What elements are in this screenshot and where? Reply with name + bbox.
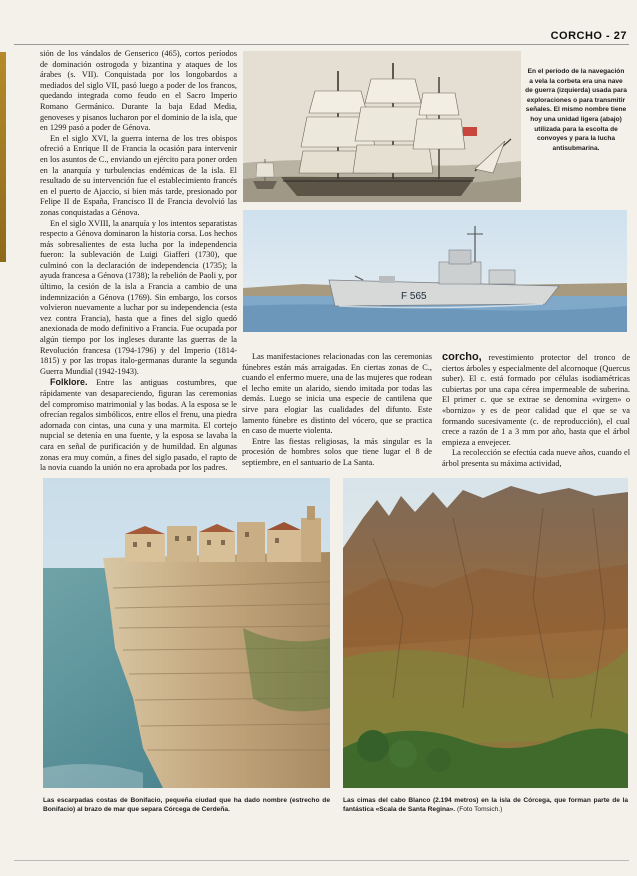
text-column-3 (442, 352, 630, 470)
paragraph: La recolección se efectúa cada nueve años, cuando el árbol presenta su máxima actividad, (442, 448, 630, 468)
caption-text: En el período de la navegación a vela la corbeta era una nave de guerra (izquierda) usada para exploraciones o para transmitir señales. El mismo nombre tiene hoy una unidad ligera (abajo) utilizada para la escolta de convoyes y para la lucha antisubmarina. (525, 68, 627, 152)
bonifacio-cliffs-photo (43, 478, 330, 788)
paragraph (442, 352, 630, 448)
paragraph-text: revestimiento protector del tronco de ciertos árboles y especialmente del alcornoque (Quercus suber). El c. está formado por células isodiamétricas cubiertas por una capa cérea impermeable de suberina. El primer c. que se extrae se denomina «virgen» o «bornizo» y es de peor calidad que el que se va formando sucesivamente (c. de reproducción), el cual crece a razón de 1 a 3 mm por año, hasta que el árbol empieza a envejecer. (442, 353, 630, 447)
paragraph: Entre las fiestas religiosas, la más singular es la procesión de hombres solos que tiene lugar el 8 de septiembre, en el santuario de La Santa. (242, 436, 432, 467)
paragraph: En el siglo XVI, la guerra interna de los tres obispos ofreció a Enrique II de Francia la ocasión para intervenir en los asuntos de C., enviando un ejército para poner orden en la anarquía y turbulencias endémicas de la isla. El resultado de su intervención fue el establecimiento francés en el puerto de Ajaccio, si bien más tarde, presionado por Felipe II de España, Francisco II de Francia devolvió las zonas conquistadas a Génova. (40, 133, 237, 217)
page-header (551, 30, 627, 42)
paragraph (40, 377, 237, 473)
footer-rule (14, 860, 629, 861)
paragraph: Las manifestaciones relacionadas con las ceremonias fúnebres están más arraigadas. En ciertas zonas de C., cuando el enfermo muere, una de las mujeres que rodean el lecho emite un alarido, siendo imitada por todas las demás. Luego se inicia una especie de cantilena que sirve para elogiar las cualidades del difunto. Este lamento fúnebre es distinto del vócero, que se practica en caso de muerte violenta. (242, 352, 432, 436)
hull-number: F 565 (401, 291, 427, 302)
header-separator: - (602, 30, 614, 42)
paragraph: sión de los vándalos de Genserico (465), cortos períodos de dominación ostrogoda y bizantina y ataques de los árabes (s. VII). Conquistada por los longobardos a mediados del siglo VII, pasó luego a poder de los francos, quedando integrada como feudo en el Sacro Imperio Romano Germánico. Durante la baja Edad Media, genoveses y pisanos lucharon por el dominio de la isla, que en 1299 pasó a poder de Génova. (40, 49, 238, 133)
page-number: 27 (613, 30, 627, 42)
entry-heading: corcho, (442, 351, 482, 363)
text-column-2 (242, 352, 432, 469)
header-rule (14, 44, 629, 45)
mountain-caption (343, 796, 628, 814)
cabo-blanco-mountains-photo (343, 478, 628, 788)
photo-credit: (Foto Tomsich.) (457, 806, 503, 813)
text-column-1 (40, 49, 237, 474)
sailing-corvette-illustration (243, 51, 521, 202)
modern-corvette-photo (243, 210, 627, 332)
paragraph-text: Entre las antiguas costumbres, que rápidamente van desapareciendo, figuran las ceremonias del compromiso matrimonial y las bodas. A la esposa se le ofrecían regalos simbólicos, entre ellos el frenu, una piedra adornada con cintas, una cuna y una marmita. El cortejo nupcial se detenía en una fuente, y la esposa se lavaba la cara en señal de purificación y de humildad. En algunas zonas era muy común, a fines del siglo pasado, el rapto de la novia cuando la unión no era aprobada por los padres. (40, 378, 237, 473)
header-title: CORCHO (550, 30, 603, 42)
caption-text: Las cimas del cabo Blanco (2.194 metros) en la isla de Córcega, que forman parte de la fantástica «Scala de Santa Regina». (343, 797, 628, 813)
ships-caption (525, 51, 627, 202)
folklore-heading: Folklore. (50, 377, 88, 388)
section-tab (0, 52, 6, 262)
cliff-caption: Las escarpadas costas de Bonifacio, pequeña ciudad que ha dado nombre (estrecho de Bonifacio) al brazo de mar que separa Córcega de Cerdeña. (43, 797, 330, 813)
paragraph: En el siglo XVIII, la anarquía y los intentos separatistas respecto a Génova dominaron la historia corsa. Los hechos más sobresalientes de esta lucha por la independencia fueron: la sublevación de Luigi Giafferi (1730), que culminó con la declaración de independencia (1735); la ayuda francesa a Génova (1738); la rebelión de Paoli y, por último, la cesión de la isla a Francia a cambio de una indemnización a Génova (1769). Sin embargo, los corsos volvieron nuevamente a luchar por su independencia (esta vez contra Francia), hasta que a fines del siglo quedó anexionada de modo definitivo a Francia. Fue ocupada por algún tiempo por los ingleses durante las guerras de la Revolución francesa (1794-1796) y del Imperio (1814-1815) y por las tropas italo-germanas durante la segunda Guerra Mundial (1942-1943). (40, 218, 237, 376)
